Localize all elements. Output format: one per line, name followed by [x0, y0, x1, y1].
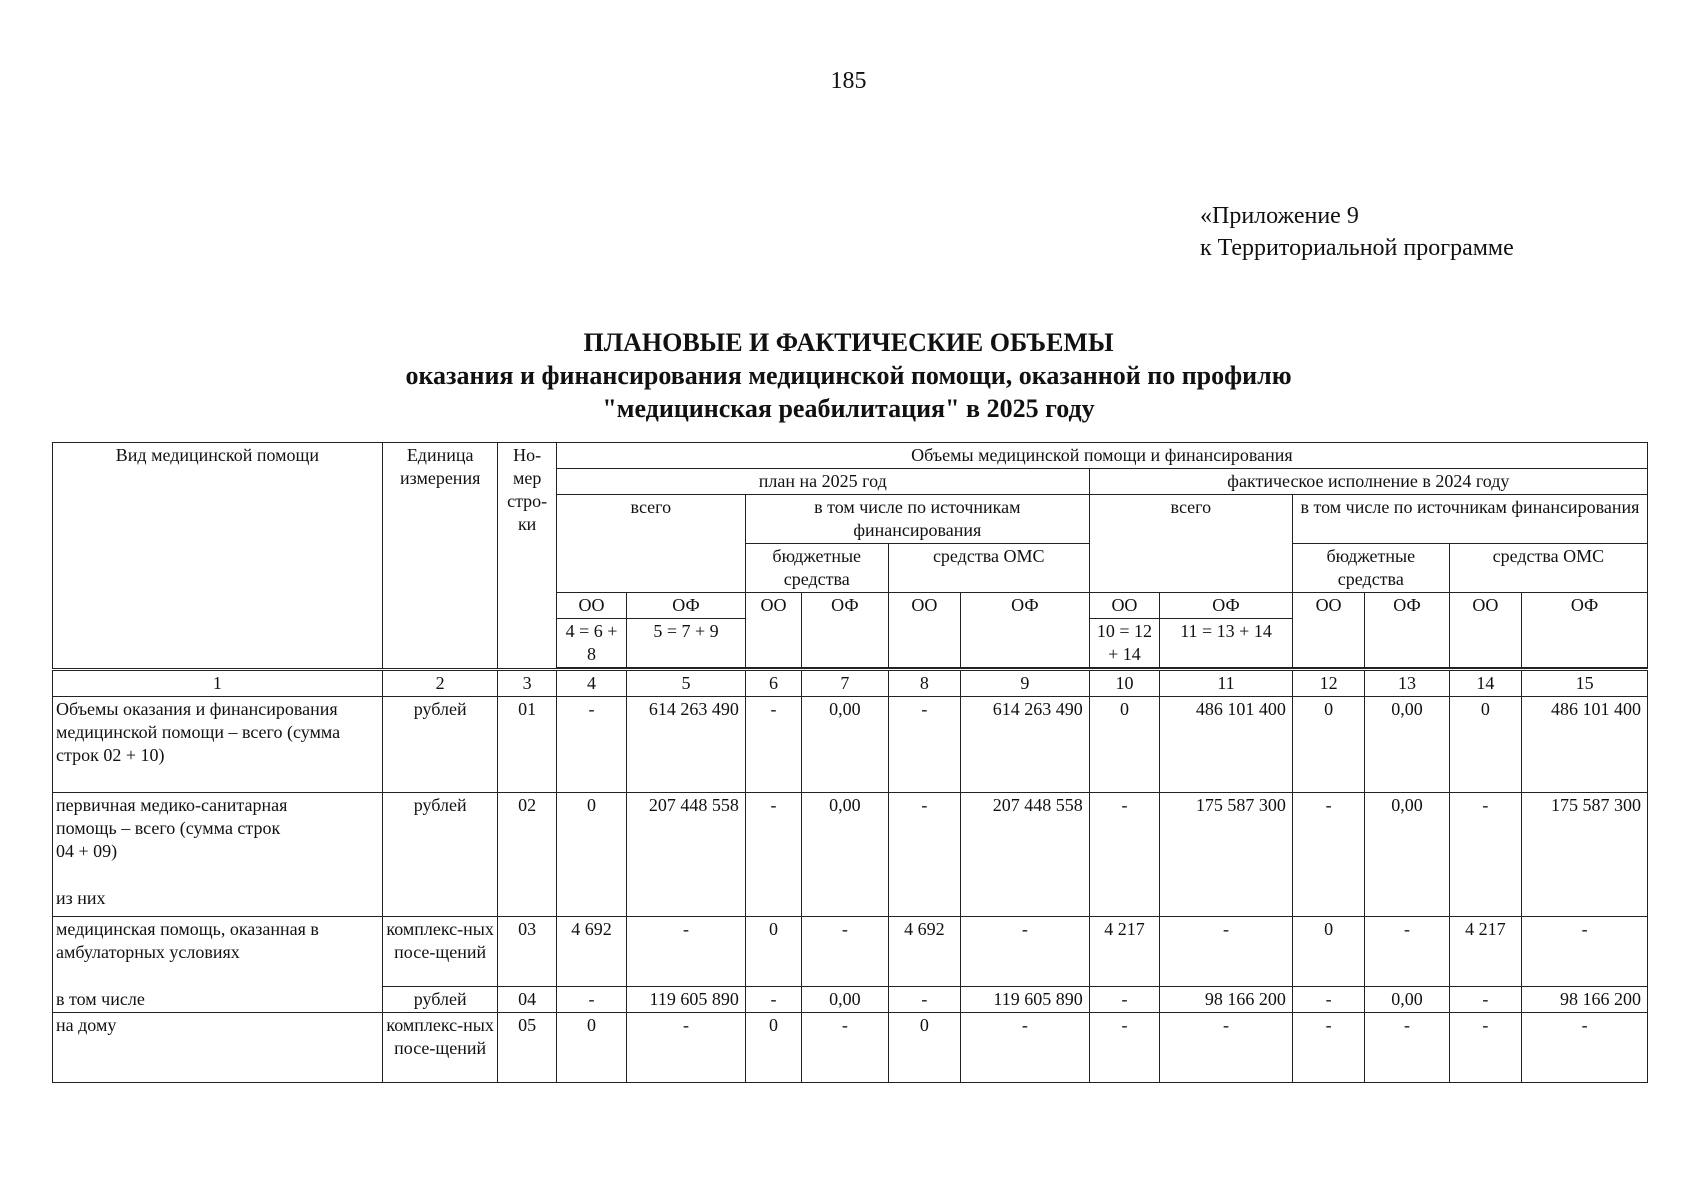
row-name-text: первичная медико-санитарная помощь – всего (сумма строк 04 + 09)	[56, 795, 288, 861]
cell-value: -	[802, 1013, 888, 1083]
column-number-row	[53, 670, 1648, 697]
cell-value: 4 217	[1449, 917, 1521, 987]
column-number: 12	[1292, 670, 1364, 697]
cell-value: -	[745, 987, 801, 1013]
column-number: 8	[888, 670, 960, 697]
cell-value: 98 166 200	[1522, 987, 1648, 1013]
row-name: на дому	[53, 1013, 383, 1083]
cell-value: -	[888, 697, 960, 793]
cell-value: -	[1292, 987, 1364, 1013]
cell-value: 207 448 558	[961, 793, 1090, 917]
cell-value: 4 692	[556, 917, 626, 987]
column-number: 6	[745, 670, 801, 697]
cell-value: -	[1160, 917, 1293, 987]
cell-value: 486 101 400	[1160, 697, 1293, 793]
row-note: из них	[56, 888, 106, 908]
column-number: 7	[802, 670, 888, 697]
cell-value: 0,00	[1365, 697, 1449, 793]
volumes-table	[52, 442, 1648, 1083]
header-of: ОФ	[1365, 593, 1449, 668]
cell-value: -	[1522, 917, 1648, 987]
row-number: 03	[498, 917, 556, 987]
appendix-line-2: к Территориальной программе	[1200, 235, 1514, 261]
column-number: 14	[1449, 670, 1521, 697]
cell-value: -	[888, 987, 960, 1013]
cell-value: -	[1522, 1013, 1648, 1083]
table-row	[53, 987, 1648, 1013]
formula-col-10: 10 = 12 + 14	[1089, 619, 1159, 668]
cell-value: 119 605 890	[961, 987, 1090, 1013]
cell-value: -	[1365, 917, 1449, 987]
cell-value: 0,00	[1365, 987, 1449, 1013]
header-oo: ОО	[888, 593, 960, 668]
header-plan-oms: средства ОМС	[888, 544, 1089, 593]
cell-value: 0	[556, 1013, 626, 1083]
cell-value: -	[1089, 1013, 1159, 1083]
header-fact-sources: в том числе по источникам финансирования	[1292, 495, 1647, 544]
cell-value: -	[961, 1013, 1090, 1083]
column-number: 1	[53, 670, 383, 697]
header-oo: ОО	[1292, 593, 1364, 668]
header-plan-sources: в том числе по источникам финансирования	[745, 495, 1089, 544]
cell-value: 0	[1449, 697, 1521, 793]
title-line-2: оказания и финансирования медицинской помощи, оказанной по профилю	[405, 361, 1292, 390]
cell-value: 486 101 400	[1522, 697, 1648, 793]
cell-value: -	[1089, 793, 1159, 917]
cell-value: 0	[745, 917, 801, 987]
header-fact-oms: средства ОМС	[1449, 544, 1647, 593]
header-oo: ОО	[1449, 593, 1521, 668]
appendix-line-1: «Приложение 9	[1200, 203, 1359, 229]
row-unit: комплекс-ных посе-щений	[382, 1013, 498, 1083]
formula-col-11: 11 = 13 + 14	[1160, 619, 1293, 668]
cell-value: -	[888, 793, 960, 917]
cell-value: -	[1089, 987, 1159, 1013]
header-oo: ОО	[1089, 593, 1159, 619]
header-of: ОФ	[627, 593, 746, 619]
page-number: 185	[830, 68, 867, 94]
row-unit: рублей	[382, 793, 498, 917]
header-plan-budget: бюджетные средства	[745, 544, 888, 593]
column-number: 2	[382, 670, 498, 697]
appendix-note	[1200, 200, 1514, 264]
header-of: ОФ	[802, 593, 888, 668]
header-of: ОФ	[1522, 593, 1648, 668]
cell-value: 0	[1292, 697, 1364, 793]
cell-value: 207 448 558	[627, 793, 746, 917]
cell-value: 0	[745, 1013, 801, 1083]
column-number: 11	[1160, 670, 1293, 697]
header-type: Вид медицинской помощи	[53, 443, 383, 670]
column-number: 5	[627, 670, 746, 697]
cell-value: 0,00	[1365, 793, 1449, 917]
cell-value: -	[745, 793, 801, 917]
cell-value: 0	[1089, 697, 1159, 793]
table-row	[53, 697, 1648, 793]
cell-value: -	[745, 697, 801, 793]
header-of: ОФ	[1160, 593, 1293, 619]
cell-value: 98 166 200	[1160, 987, 1293, 1013]
row-name	[53, 793, 383, 917]
title-line-1: ПЛАНОВЫЕ И ФАКТИЧЕСКИЕ ОБЪЕМЫ	[583, 328, 1114, 357]
cell-value: 4 692	[888, 917, 960, 987]
cell-value: -	[802, 917, 888, 987]
cell-value: -	[1365, 1013, 1449, 1083]
cell-value: -	[1449, 1013, 1521, 1083]
cell-value: -	[1292, 793, 1364, 917]
cell-value: 614 263 490	[627, 697, 746, 793]
header-rownum: Но-мер стро-ки	[498, 443, 556, 670]
row-name: Объемы оказания и финансирования медицинской помощи – всего (сумма строк 02 + 10)	[53, 697, 383, 793]
row-unit: комплекс-ных посе-щений	[382, 917, 498, 987]
cell-value: -	[1292, 1013, 1364, 1083]
header-fact-budget: бюджетные средства	[1292, 544, 1449, 593]
cell-value: 0	[1292, 917, 1364, 987]
header-unit: Единица измерения	[382, 443, 498, 670]
cell-value: -	[627, 917, 746, 987]
cell-value: -	[1160, 1013, 1293, 1083]
formula-col-4: 4 = 6 + 8	[556, 619, 626, 668]
cell-value: 0,00	[802, 793, 888, 917]
column-number: 10	[1089, 670, 1159, 697]
header-fact: фактическое исполнение в 2024 году	[1089, 469, 1647, 495]
row-name: медицинская помощь, оказанная в амбулаторных условиях	[53, 917, 383, 987]
cell-value: -	[556, 697, 626, 793]
cell-value: -	[961, 917, 1090, 987]
cell-value: -	[1449, 793, 1521, 917]
cell-value: 4 217	[1089, 917, 1159, 987]
header-oo: ОО	[745, 593, 801, 668]
header-oo: ОО	[556, 593, 626, 619]
table-row	[53, 793, 1648, 917]
column-number: 15	[1522, 670, 1648, 697]
title-line-3: "медицинская реабилитация" в 2025 году	[602, 394, 1095, 423]
cell-value: -	[1449, 987, 1521, 1013]
table-row	[53, 917, 1648, 987]
row-number: 04	[498, 987, 556, 1013]
row-unit: рублей	[382, 697, 498, 793]
header-plan-total: всего	[556, 495, 745, 593]
cell-value: 175 587 300	[1160, 793, 1293, 917]
cell-value: 0	[888, 1013, 960, 1083]
table-row	[53, 1013, 1648, 1083]
row-name: в том числе	[53, 987, 383, 1013]
cell-value: 0,00	[802, 697, 888, 793]
cell-value: 0	[556, 793, 626, 917]
cell-value: 614 263 490	[961, 697, 1090, 793]
cell-value: 175 587 300	[1522, 793, 1648, 917]
cell-value: 119 605 890	[627, 987, 746, 1013]
column-number: 3	[498, 670, 556, 697]
header-plan: план на 2025 год	[556, 469, 1089, 495]
document-title	[0, 326, 1697, 425]
header-volumes: Объемы медицинской помощи и финансирования	[556, 443, 1647, 469]
cell-value: 0,00	[802, 987, 888, 1013]
cell-value: -	[627, 1013, 746, 1083]
formula-col-5: 5 = 7 + 9	[627, 619, 746, 668]
cell-value: -	[556, 987, 626, 1013]
header-fact-total: всего	[1089, 495, 1292, 593]
column-number: 9	[961, 670, 1090, 697]
column-number: 4	[556, 670, 626, 697]
column-number: 13	[1365, 670, 1449, 697]
row-number: 01	[498, 697, 556, 793]
row-number: 02	[498, 793, 556, 917]
header-of: ОФ	[961, 593, 1090, 668]
row-unit: рублей	[382, 987, 498, 1013]
row-number: 05	[498, 1013, 556, 1083]
